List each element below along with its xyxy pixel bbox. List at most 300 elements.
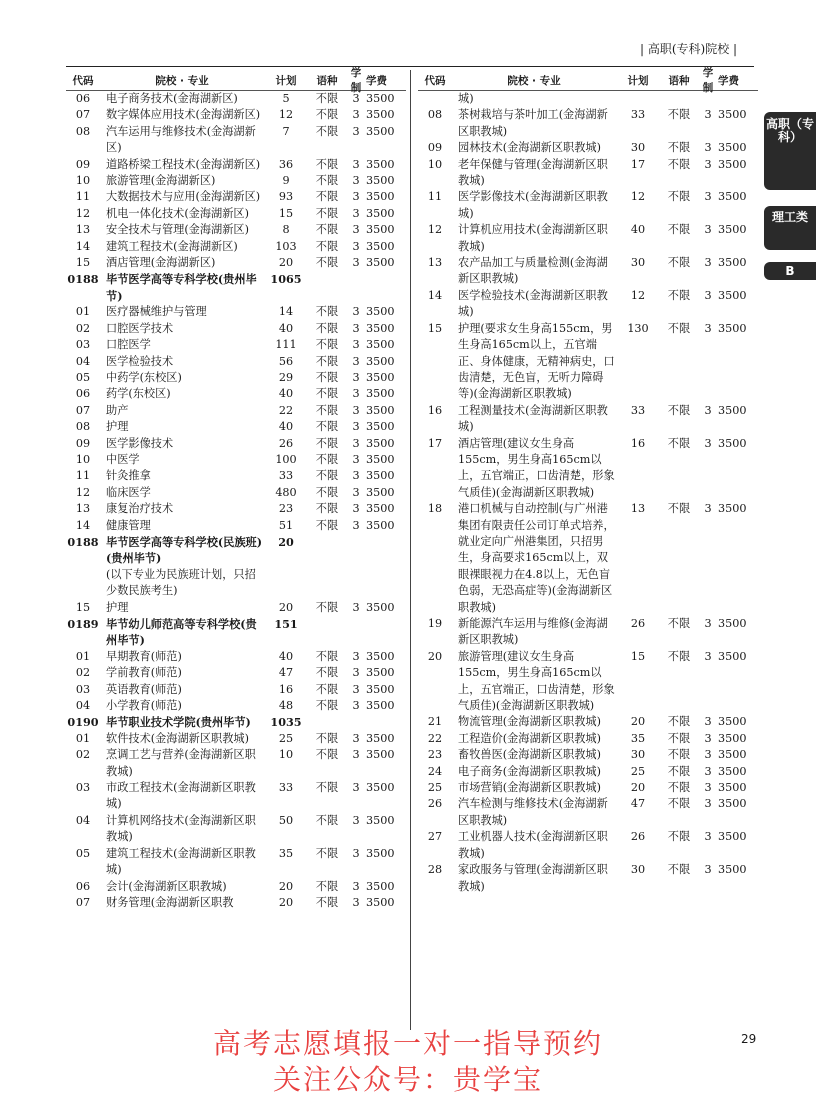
row-plan: 40 xyxy=(278,420,294,434)
table-row xyxy=(66,731,406,747)
row-len: 3 xyxy=(704,748,712,762)
row-fee: 3500 xyxy=(366,649,395,663)
table-row xyxy=(66,665,406,681)
table-header xyxy=(418,67,758,94)
row-len: 3 xyxy=(352,436,360,450)
page-number: 29 xyxy=(741,1032,757,1046)
row-code: 06 xyxy=(75,879,91,893)
row-plan: 12 xyxy=(630,190,646,204)
row-len: 3 xyxy=(352,124,360,138)
row-fee: 3500 xyxy=(366,682,395,696)
row-name: 酒店管理(建议女生身高155cm，男生身高165cm以上，五官端正，口齿清楚，形象气质佳)(金海湖新区职教城) xyxy=(458,436,615,499)
row-len xyxy=(346,271,366,304)
table-row xyxy=(66,419,406,435)
row-plan: 40 xyxy=(630,223,646,237)
header-lang: 语种 xyxy=(316,74,338,87)
row-plan: 93 xyxy=(278,190,294,204)
row-len: 3 xyxy=(352,223,360,237)
row-lang: 不限 xyxy=(667,141,691,155)
row-lang: 不限 xyxy=(315,370,339,384)
row-name: 护理(要求女生身高155cm，男生身高165cm以上，五官端正、身体健康，无精神病史，口齿清楚，无色盲，无听力障碍等)(金海湖新区职教城) xyxy=(458,321,615,401)
header-code: 代码 xyxy=(424,74,446,87)
row-name: 建筑工程技术(金海湖新区职教城) xyxy=(106,846,256,877)
row-name: 计算机应用技术(金海湖新区职教城) xyxy=(458,223,608,253)
row-name: 医学影像技术 xyxy=(106,436,174,450)
row-plan: 40 xyxy=(278,649,294,663)
row-fee xyxy=(366,534,406,567)
row-lang: 不限 xyxy=(667,288,691,302)
row-name: 大数据技术与应用(金海湖新区) xyxy=(106,190,261,204)
table-row xyxy=(66,879,406,895)
row-fee: 3500 xyxy=(718,288,747,302)
row-name: 早期教育(师范) xyxy=(106,649,182,663)
table-row xyxy=(418,796,758,829)
table-row xyxy=(418,501,758,616)
row-code: 04 xyxy=(75,354,91,368)
row-name: 护理 xyxy=(106,420,129,434)
row-lang: 不限 xyxy=(315,92,339,105)
school-row xyxy=(66,271,406,304)
left-table-body xyxy=(66,91,406,911)
row-code: 06 xyxy=(75,92,91,105)
table-row xyxy=(418,764,758,780)
row-plan: 26 xyxy=(630,830,646,844)
row-plan: 1065 xyxy=(270,272,302,287)
row-code: 07 xyxy=(75,403,91,417)
row-name: 医学检验技术(金海湖新区职教城) xyxy=(458,288,608,319)
row-code: 09 xyxy=(427,141,443,155)
row-code: 01 xyxy=(75,649,91,663)
table-row xyxy=(66,698,406,714)
row-plan: 20 xyxy=(278,534,294,549)
table-row xyxy=(418,714,758,730)
table-row xyxy=(418,91,758,107)
row-plan: 47 xyxy=(278,666,294,680)
row-lang: 不限 xyxy=(315,239,339,253)
row-code: 15 xyxy=(427,321,443,335)
row-name: 安全技术与管理(金海湖新区) xyxy=(106,223,249,237)
row-name: 农产品加工与质量检测(金海湖新区职教城) xyxy=(458,256,608,286)
row-code: 12 xyxy=(75,206,91,220)
table-row xyxy=(418,140,758,156)
row-plan: 26 xyxy=(278,436,294,450)
row-lang: 不限 xyxy=(315,748,339,762)
row-fee: 3500 xyxy=(366,321,395,335)
row-fee: 3500 xyxy=(366,157,395,171)
row-fee: 3500 xyxy=(718,157,747,171)
row-fee: 3500 xyxy=(366,305,395,319)
row-code: 08 xyxy=(75,420,91,434)
row-len: 3 xyxy=(704,797,712,811)
school-row xyxy=(66,714,406,730)
row-code: 01 xyxy=(75,305,91,319)
table-row xyxy=(418,255,758,288)
row-name: 财务管理(金海湖新区职教 xyxy=(106,895,234,909)
row-lang xyxy=(308,616,346,649)
row-name: 康复治疗技术 xyxy=(106,502,174,516)
row-fee: 3500 xyxy=(366,452,395,466)
table-row xyxy=(418,616,758,649)
row-plan: 9 xyxy=(282,174,290,188)
row-lang: 不限 xyxy=(315,338,339,352)
row-lang: 不限 xyxy=(667,190,691,204)
row-plan: 51 xyxy=(278,518,294,532)
row-lang: 不限 xyxy=(667,649,691,663)
row-fee: 3500 xyxy=(718,731,747,745)
row-lang: 不限 xyxy=(667,617,691,630)
row-code: 05 xyxy=(75,846,91,860)
row-fee: 3500 xyxy=(366,403,395,417)
row-plan: 20 xyxy=(278,879,294,893)
row-fee: 3500 xyxy=(718,256,747,270)
table-row xyxy=(66,189,406,205)
row-len xyxy=(698,91,718,107)
row-plan xyxy=(616,91,660,107)
table-row xyxy=(418,829,758,862)
row-code: 03 xyxy=(75,338,91,352)
row-len: 3 xyxy=(352,321,360,335)
row-len: 3 xyxy=(352,748,360,762)
row-lang: 不限 xyxy=(667,830,691,844)
row-len: 3 xyxy=(352,157,360,171)
row-code: 28 xyxy=(427,863,443,877)
row-name: 中药学(东校区) xyxy=(106,370,182,384)
row-fee: 3500 xyxy=(366,174,395,188)
row-len: 3 xyxy=(352,370,360,384)
table-row xyxy=(66,255,406,271)
row-lang: 不限 xyxy=(315,436,339,450)
row-name: 药学(东校区) xyxy=(106,387,171,401)
row-name: 毕节医学高等专科学校(贵州毕节) xyxy=(106,272,257,303)
row-code: 09 xyxy=(75,436,91,450)
table-row xyxy=(66,354,406,370)
row-len: 3 xyxy=(352,682,360,696)
table-row xyxy=(66,91,406,107)
row-code: 25 xyxy=(427,781,443,795)
row-lang: 不限 xyxy=(315,157,339,171)
row-fee xyxy=(366,567,406,600)
row-code: 18 xyxy=(427,502,443,516)
row-len: 3 xyxy=(352,731,360,745)
header-rule xyxy=(66,66,754,67)
row-fee: 3500 xyxy=(366,256,395,270)
row-fee: 3500 xyxy=(718,223,747,237)
row-fee xyxy=(366,616,406,649)
row-fee: 3500 xyxy=(366,895,395,909)
table-row xyxy=(418,403,758,436)
row-lang xyxy=(308,271,346,304)
table-row xyxy=(66,649,406,665)
row-plan: 16 xyxy=(278,682,294,696)
row-lang: 不限 xyxy=(315,699,339,713)
header-fee: 学费 xyxy=(718,74,739,87)
table-row xyxy=(66,485,406,501)
header-fee: 学费 xyxy=(366,74,387,87)
row-name: 工程造价(金海湖新区职教城) xyxy=(458,731,601,745)
table-row xyxy=(66,206,406,222)
row-lang: 不限 xyxy=(667,764,691,778)
table-row xyxy=(66,403,406,419)
row-lang: 不限 xyxy=(667,502,691,516)
table-row xyxy=(418,649,758,715)
header-code: 代码 xyxy=(72,74,94,87)
table-row xyxy=(66,239,406,255)
row-len: 3 xyxy=(704,321,712,335)
row-plan: 56 xyxy=(278,354,294,368)
row-plan: 15 xyxy=(630,649,646,663)
row-plan: 33 xyxy=(630,108,646,122)
row-plan: 14 xyxy=(278,305,294,319)
row-len: 3 xyxy=(352,502,360,516)
row-lang: 不限 xyxy=(315,108,339,122)
row-name: 机电一体化技术(金海湖新区) xyxy=(106,206,249,220)
row-len: 3 xyxy=(704,403,712,417)
row-code: 14 xyxy=(427,288,443,302)
row-plan: 17 xyxy=(630,157,646,171)
row-len: 3 xyxy=(704,190,712,204)
row-len: 3 xyxy=(704,108,712,122)
row-plan: 20 xyxy=(630,715,646,729)
row-lang: 不限 xyxy=(667,863,691,877)
row-lang: 不限 xyxy=(667,256,691,270)
table-row xyxy=(418,189,758,222)
row-code: 10 xyxy=(75,174,91,188)
row-lang: 不限 xyxy=(315,682,339,696)
row-name: 毕节医学高等专科学校(民族班)(贵州毕节) xyxy=(106,534,263,566)
table-row xyxy=(66,337,406,353)
table-row xyxy=(66,124,406,157)
row-len: 3 xyxy=(352,846,360,860)
row-code: 14 xyxy=(75,518,91,532)
row-fee: 3500 xyxy=(366,666,395,680)
row-plan: 25 xyxy=(630,764,646,778)
row-code: 09 xyxy=(75,157,91,171)
row-plan: 33 xyxy=(630,403,646,417)
row-len: 3 xyxy=(352,666,360,680)
header-len: 学制 xyxy=(702,67,714,94)
table-row xyxy=(66,895,406,911)
row-lang: 不限 xyxy=(315,781,339,795)
right-column xyxy=(418,67,758,895)
row-len: 3 xyxy=(704,223,712,237)
row-lang xyxy=(308,534,346,567)
row-len xyxy=(346,534,366,567)
row-fee: 3500 xyxy=(718,830,747,844)
row-code: 16 xyxy=(427,403,443,417)
row-name: 口腔医学 xyxy=(106,338,151,352)
row-name: 家政服务与管理(金海湖新区职教城) xyxy=(458,863,608,893)
row-fee: 3500 xyxy=(366,420,395,434)
row-lang: 不限 xyxy=(315,895,339,909)
row-code: 10 xyxy=(427,157,443,171)
row-lang: 不限 xyxy=(667,108,691,122)
table-row xyxy=(66,468,406,484)
row-name: 新能源汽车运用与维修(金海湖新区职教城) xyxy=(458,617,608,647)
row-plan: 30 xyxy=(630,141,646,155)
row-lang: 不限 xyxy=(667,403,691,417)
row-fee: 3500 xyxy=(366,223,395,237)
row-plan: 5 xyxy=(282,92,290,105)
row-fee: 3500 xyxy=(718,797,747,811)
row-plan: 1035 xyxy=(270,715,302,730)
row-name: 毕节幼儿师范高等专科学校(贵州毕节) xyxy=(106,617,257,648)
table-row xyxy=(418,288,758,321)
right-table-body xyxy=(418,91,758,895)
row-len: 3 xyxy=(352,174,360,188)
row-name: 港口机械与自动控制(与广州港集团有限责任公司订单式培养，就业定向广州港集团，只招男生，身高要求165cm以上，双眼裸眼视力在4.8以上，无色盲色弱，无恐高症等)(金海湖新区职教城) xyxy=(458,502,615,614)
row-lang: 不限 xyxy=(315,813,339,827)
row-lang: 不限 xyxy=(315,731,339,745)
row-fee: 3500 xyxy=(366,600,395,614)
table-row xyxy=(418,862,758,895)
row-lang: 不限 xyxy=(667,157,691,171)
row-plan: 480 xyxy=(275,485,297,499)
row-name: 汽车检测与维修技术(金海湖新区职教城) xyxy=(458,797,608,827)
table-row xyxy=(66,173,406,189)
row-code: 0189 xyxy=(67,617,99,631)
row-lang: 不限 xyxy=(667,797,691,811)
row-fee: 3500 xyxy=(366,813,395,827)
row-fee: 3500 xyxy=(718,748,747,762)
row-name: 道路桥梁工程技术(金海湖新区) xyxy=(106,157,261,171)
row-fee: 3500 xyxy=(718,649,747,663)
row-code: 24 xyxy=(427,764,443,778)
row-lang: 不限 xyxy=(315,502,339,516)
row-lang: 不限 xyxy=(315,485,339,499)
row-fee xyxy=(718,91,758,107)
row-code: 06 xyxy=(75,387,91,401)
row-fee: 3500 xyxy=(366,436,395,450)
row-plan: 35 xyxy=(630,731,646,745)
column-divider xyxy=(410,70,411,1030)
row-len: 3 xyxy=(704,830,712,844)
row-len xyxy=(346,616,366,649)
row-code: 13 xyxy=(427,256,443,270)
row-code: 01 xyxy=(75,731,91,745)
row-len: 3 xyxy=(704,731,712,745)
row-name: 英语教育(师范) xyxy=(106,682,182,696)
row-fee: 3500 xyxy=(718,436,747,450)
table-row xyxy=(66,518,406,534)
table-row xyxy=(66,682,406,698)
row-len: 3 xyxy=(352,387,360,401)
row-plan: 12 xyxy=(278,108,294,122)
row-lang: 不限 xyxy=(667,321,691,335)
row-name: 市场营销(金海湖新区职教城) xyxy=(458,781,601,795)
row-name: 物流管理(金海湖新区职教城) xyxy=(458,715,601,729)
row-code: 08 xyxy=(75,124,91,138)
row-name: 电子商务技术(金海湖新区) xyxy=(106,92,238,105)
row-lang: 不限 xyxy=(315,469,339,483)
row-len: 3 xyxy=(352,239,360,253)
row-code: 11 xyxy=(427,190,443,204)
row-code: 07 xyxy=(75,895,91,909)
row-len: 3 xyxy=(352,485,360,499)
row-fee: 3500 xyxy=(718,502,747,516)
row-name: (以下专业为民族班计划，只招少数民族考生) xyxy=(106,567,256,598)
row-code: 13 xyxy=(75,502,91,516)
row-code xyxy=(418,91,452,107)
row-fee: 3500 xyxy=(366,699,395,713)
row-name: 数字媒体应用技术(金海湖新区) xyxy=(106,108,261,122)
row-lang: 不限 xyxy=(667,781,691,795)
row-lang: 不限 xyxy=(667,436,691,450)
row-code: 12 xyxy=(75,485,91,499)
row-name: 酒店管理(金海湖新区) xyxy=(106,256,216,270)
row-code: 11 xyxy=(75,469,91,483)
table-row xyxy=(418,731,758,747)
row-code: 20 xyxy=(427,649,443,663)
row-name: 中医学 xyxy=(106,452,140,466)
row-name: 小学教育(师范) xyxy=(106,699,182,713)
row-len: 3 xyxy=(352,895,360,909)
row-name: 电子商务(金海湖新区职教城) xyxy=(458,764,601,778)
page-header: | 高职(专科)院校 | xyxy=(640,42,738,56)
row-len: 3 xyxy=(352,813,360,827)
row-plan: 103 xyxy=(275,239,297,253)
row-len: 3 xyxy=(704,157,712,171)
row-lang xyxy=(308,714,346,730)
row-plan: 15 xyxy=(278,206,294,220)
row-code: 19 xyxy=(427,617,443,630)
row-lang: 不限 xyxy=(315,206,339,220)
table-row xyxy=(418,780,758,796)
row-code: 17 xyxy=(427,436,443,450)
row-name: 畜牧兽医(金海湖新区职教城) xyxy=(458,748,601,762)
row-plan: 30 xyxy=(630,256,646,270)
row-plan: 48 xyxy=(278,699,294,713)
table-row xyxy=(66,107,406,123)
row-name: 园林技术(金海湖新区职教城) xyxy=(458,141,601,155)
row-plan: 10 xyxy=(278,748,294,762)
row-plan: 20 xyxy=(278,256,294,270)
row-code: 0188 xyxy=(67,534,99,549)
row-code: 02 xyxy=(75,666,91,680)
row-plan: 22 xyxy=(278,403,294,417)
row-fee: 3500 xyxy=(718,403,747,417)
row-lang: 不限 xyxy=(667,748,691,762)
row-code: 15 xyxy=(75,600,91,614)
table-row xyxy=(66,813,406,846)
row-fee: 3500 xyxy=(718,781,747,795)
row-name: 城) xyxy=(458,92,474,105)
row-len: 3 xyxy=(352,338,360,352)
row-name: 建筑工程技术(金海湖新区) xyxy=(106,239,238,253)
row-code: 11 xyxy=(75,190,91,204)
row-len xyxy=(346,714,366,730)
row-fee: 3500 xyxy=(366,387,395,401)
row-lang: 不限 xyxy=(315,354,339,368)
table-row xyxy=(418,222,758,255)
row-lang xyxy=(308,567,346,600)
row-fee: 3500 xyxy=(366,485,395,499)
side-tab-batch: B xyxy=(764,262,816,280)
row-name: 口腔医学技术 xyxy=(106,321,174,335)
row-code: 02 xyxy=(75,321,91,335)
row-name: 医学影像技术(金海湖新区职教城) xyxy=(458,190,608,220)
row-fee: 3500 xyxy=(718,617,747,630)
row-name: 毕节职业技术学院(贵州毕节) xyxy=(106,715,251,730)
row-lang: 不限 xyxy=(667,731,691,745)
watermark-line-1: 高考志愿填报一对一指导预约 xyxy=(212,1027,603,1060)
row-code: 07 xyxy=(75,108,91,122)
row-plan: 12 xyxy=(630,288,646,302)
row-fee xyxy=(366,714,406,730)
row-name: 旅游管理(建议女生身高155cm，男生身高165cm以上，五官端正，口齿清楚，形象气质佳)(金海湖新区职教城) xyxy=(458,649,615,713)
row-plan: 47 xyxy=(630,797,646,811)
row-plan: 33 xyxy=(278,781,294,795)
row-len: 3 xyxy=(352,403,360,417)
